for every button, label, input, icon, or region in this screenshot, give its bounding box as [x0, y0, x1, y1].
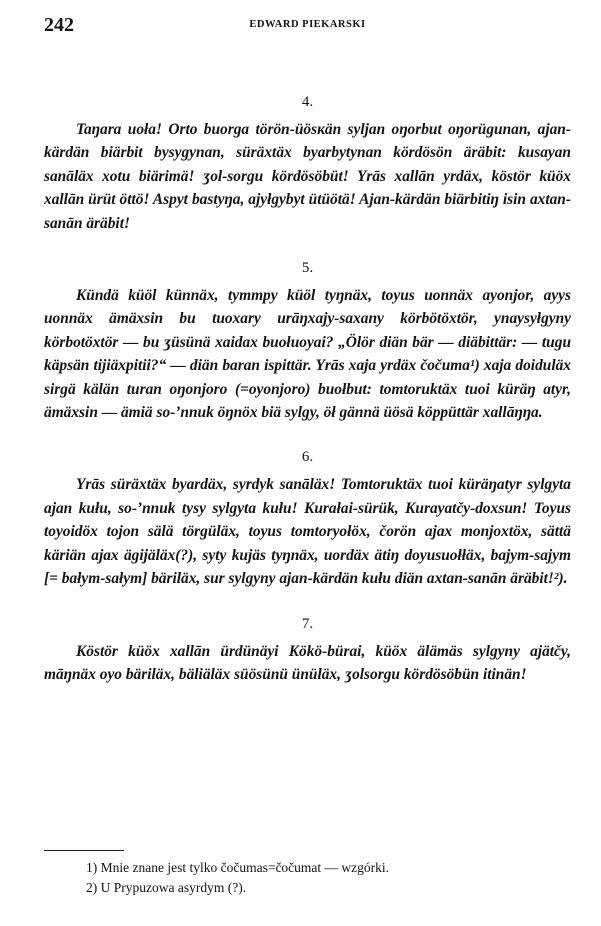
section-number-6: 6.	[301, 449, 314, 466]
footnote-2-text: U Prypuzowa asyrdym (?).	[100, 880, 247, 895]
page-number: 242	[44, 14, 74, 36]
section-text-5: Kündä küöl künnäx, tymmpy küöl tyŋnäx, toyus uonnäx ayonjor, ayys uonnäx ämäxsin bu tuoxary urāŋxajy-saxany körbötöxtör, ynaysyłgyny körbotöxtör — bu ʒüsünä xaidax buołuoyai? „Ölör diän bär — diäbittär: — tugu käpsän tijiäxpitii?“ — diän baran ispittär. Yrās xaja yrdäx čočuma¹) xaja doiduläx sirgä kälän turan oŋonjoro (=oyonjoro) buołbut: tomtoruktäx tuoi küräŋ atyr, ämäxsin — ämiä so-’nnuk öŋnöx biä sylgy, öł gännä üösä köppüttär xallāŋŋa.	[44, 287, 571, 422]
footnote-1-mark: 1)	[86, 860, 98, 875]
section-text-6: Yrās süräxtäx byardäx, syrdyk sanāläx! Tomtoruktäx tuoi küräŋatyr sylgyta ajan kułu, so-’nnuk tysy sylgyta kułu! Kurałai-sürük, Kurayatčy-doxsun! Toyus toyoidöx tojon sälä törgüläx, toyus tomtoryołöx, čorön ajax monjoxtöx, sättä käriän ajax ägijäläx(?), syty kujäs tyŋnäx, uordäx ätiŋ doyusuołłäx, bajym-sajym [= bałym-sałym] bäriläx, sur sylgyny ajan-kärdän kułu diän axtan-sanān äräbit!²).	[44, 476, 571, 588]
section-text-7: Köstör küöx xallān ürdünäyi Kökö-bürai, küöx älämäs sylgyny ajätčy, māŋnäx oyo bäriläx, bäliäläx süösünü ünüläx, ʒolsorgu kördösöbün itinän!	[44, 642, 571, 683]
footnote-rule	[44, 850, 124, 851]
section-number-5: 5.	[301, 260, 314, 277]
page-header	[44, 14, 571, 38]
page-body	[44, 92, 571, 686]
running-title: EDWARD PIEKARSKI	[249, 19, 366, 30]
footnote-1	[86, 858, 389, 878]
footnote-2-mark: 2)	[86, 880, 98, 895]
section-number-7: 7.	[301, 615, 314, 632]
section-text-4: Taŋara uoła! Orto buorga törön-üösкän syljan oŋorbut oŋorügunan, ajan-kärdän biärbit bysygynan, süräxtäx byarbytynan kördösön äräbit: kusayan sanāläx xotu biärimä! ʒol-sorgu kördösöbüt! Yrās xallān yrdäx, köstör küöx xallān ürüt öttö! Aspyt bastyŋa, ajyłgybyt ütüötä! Ajan-kärdän biärbitiŋ isin axtan-sanān äräbit!	[44, 121, 571, 232]
footnote-2	[86, 878, 389, 898]
footnote-1-text: Mnie znane jest tylko čočumas=čočumat — wzgórki.	[100, 860, 390, 875]
footnotes	[86, 858, 389, 898]
section-number-4: 4.	[301, 94, 314, 110]
